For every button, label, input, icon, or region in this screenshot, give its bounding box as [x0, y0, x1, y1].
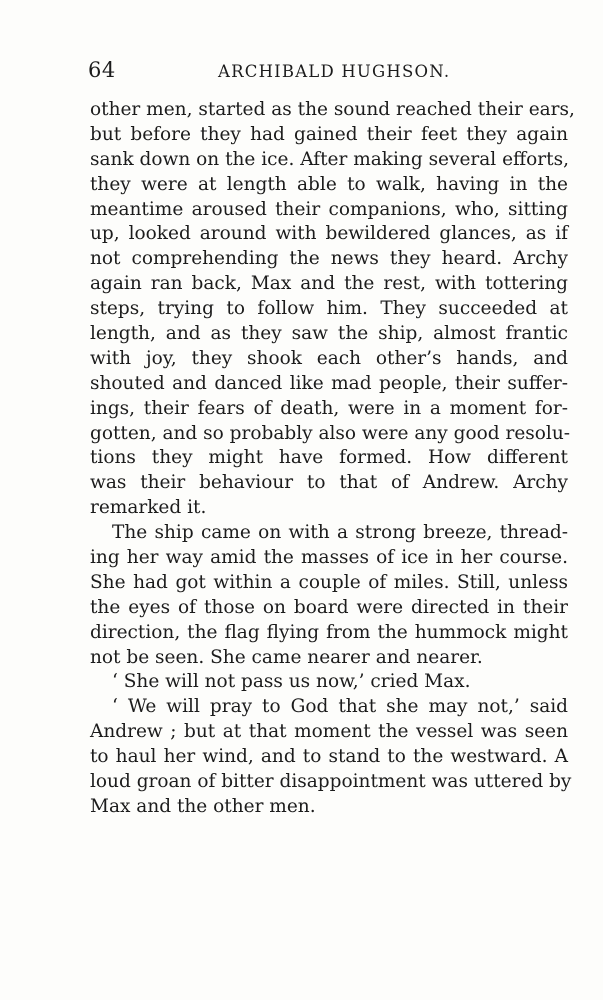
paragraph: [90, 521, 568, 670]
book-title: ARCHIBALD HUGHSON.: [218, 62, 451, 81]
text-line: Max and the other men.: [90, 795, 316, 817]
text-line: with joy, they shook each other’s hands, and: [90, 347, 568, 369]
text-line: She had got within a couple of miles. Still, unless: [90, 571, 568, 593]
text-line: ing her way amid the masses of ice in her course.: [90, 547, 568, 569]
text-line: steps, trying to follow him. They succeeded at: [90, 298, 568, 320]
page-number: 64: [88, 58, 116, 82]
paragraph: [90, 695, 572, 819]
text-line: direction, the flag flying from the hummock might: [90, 621, 568, 643]
text-line: remarked it.: [90, 497, 207, 519]
text-line: ings, their fears of death, were in a moment for-: [90, 397, 568, 419]
body-text: [90, 98, 575, 820]
paragraph: [90, 98, 575, 521]
text-line: was their behaviour to that of Andrew. Archy: [90, 472, 568, 494]
text-line: up, looked around with bewildered glances, as if: [90, 223, 568, 245]
paragraph: [90, 670, 568, 695]
text-line: they were at length able to walk, having in the: [90, 173, 568, 195]
text-line: ‘ She will not pass us now,’ cried Max.: [112, 671, 471, 693]
text-line: loud groan of bitter disappointment was uttered by: [90, 771, 572, 793]
text-line: ‘ We will pray to God that she may not,’ said: [112, 696, 568, 718]
text-line: not be seen. She came nearer and nearer.: [90, 646, 483, 668]
text-line: the eyes of those on board were directed in their: [90, 596, 568, 618]
text-line: other men, started as the sound reached their ears,: [90, 99, 575, 120]
text-line: Andrew ; but at that moment the vessel was seen: [90, 721, 568, 743]
text-line: shouted and danced like mad people, their suffer-: [90, 372, 568, 394]
text-line: tions they might have formed. How different: [90, 447, 568, 469]
text-line: gotten, and so probably also were any good resolu-: [90, 422, 570, 444]
text-line: again ran back, Max and the rest, with tottering: [90, 273, 568, 295]
text-line: but before they had gained their feet they again: [90, 123, 568, 145]
text-line: meantime aroused their companions, who, sitting: [90, 198, 568, 220]
running-head: [88, 58, 568, 86]
text-line: to haul her wind, and to stand to the westward. A: [90, 746, 568, 768]
text-line: The ship came on with a strong breeze, thread-: [112, 522, 568, 544]
text-line: not comprehending the news they heard. Archy: [90, 248, 568, 270]
text-line: sank down on the ice. After making several efforts,: [90, 148, 569, 170]
text-line: length, and as they saw the ship, almost frantic: [90, 323, 568, 345]
